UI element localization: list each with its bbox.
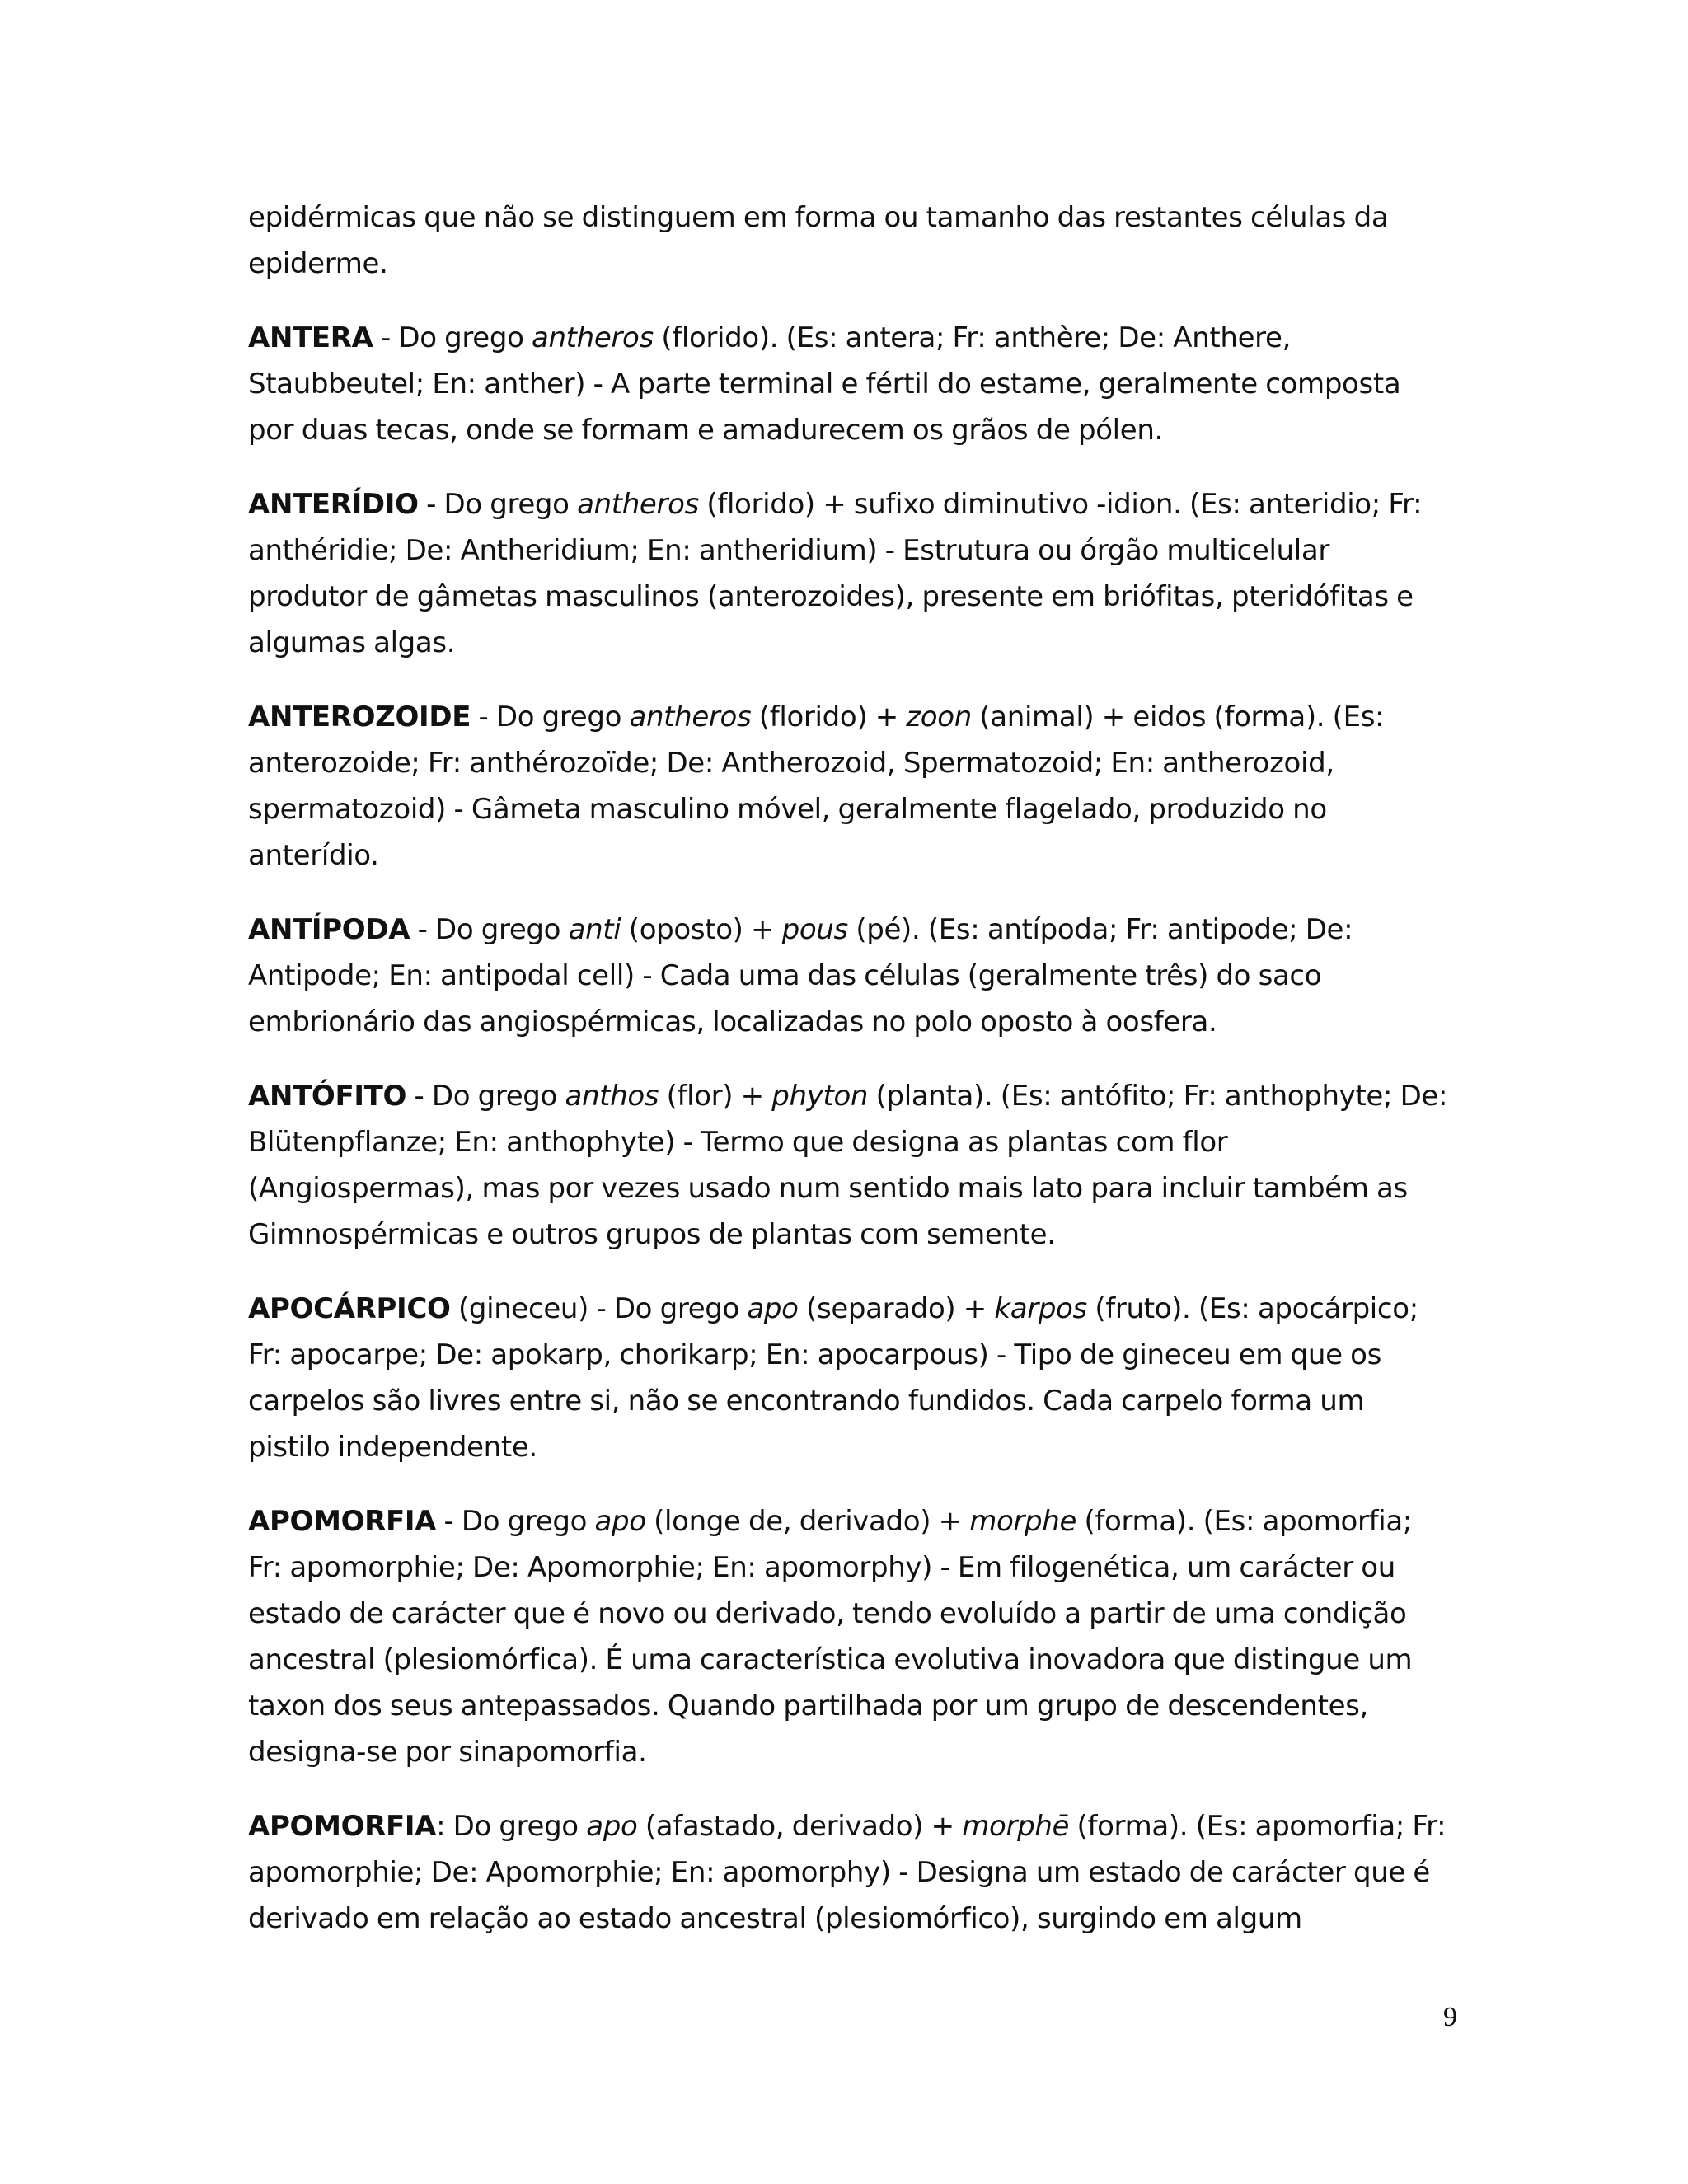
etymology-word: pous <box>781 913 848 946</box>
entry-text: (gineceu) - Do grego <box>450 1292 748 1325</box>
etymology-word: antheros <box>577 488 699 521</box>
entry-text: - Do grego <box>373 321 532 354</box>
etymology-word: antheros <box>629 701 752 733</box>
entry-text: (florido). (Es: antera; Fr: anthère; De: Anthere, Staubbeutel; En: anther) - A parte terminal e fértil do estame, geralmente composta por duas tecas, onde se formam e amadurecem os grãos de pólen. <box>248 321 1401 447</box>
entry-term: APOCÁRPICO <box>248 1292 451 1325</box>
glossary-entry <box>248 481 1451 666</box>
entry-term: ANTERA <box>248 321 373 354</box>
glossary-entry <box>248 1286 1451 1470</box>
entry-text: (pé). (Es: antípoda; Fr: antipode; De: Antipode; En: antipodal cell) - Cada uma das células (geralmente três) do saco embrionário das angiospérmicas, localizadas no polo oposto à oosfera. <box>248 913 1353 1038</box>
etymology-word: morphē <box>962 1810 1070 1843</box>
continuation-paragraph: epidérmicas que não se distinguem em forma ou tamanho das restantes células da epiderme. <box>248 201 1389 280</box>
entry-term: APOMORFIA <box>248 1505 437 1538</box>
entry-text: - Do grego <box>406 1080 565 1113</box>
entry-text: (forma). (Es: apomorfia; Fr: apomorphie; De: Apomorphie; En: apomorphy) - Em filogenética, um carácter ou estado de carácter que é novo ou derivado, tendo evoluído a partir de uma condição ancestral (plesiomórfica). É uma característica evolutiva inovadora que distingue um taxon dos seus antepassados. Quando partilhada por um grupo de descendentes, designa-se por sinapomorfia. <box>248 1505 1413 1769</box>
etymology-word: morphe <box>969 1505 1077 1538</box>
entry-text: (afastado, derivado) + <box>637 1810 963 1843</box>
etymology-word: apo <box>594 1505 646 1538</box>
glossary-entry <box>248 694 1451 879</box>
etymology-word: zoon <box>906 701 972 733</box>
etymology-word: apo <box>747 1292 799 1325</box>
entry-text: (separado) + <box>798 1292 995 1325</box>
entry-text: (animal) + eidos (forma). (Es: anterozoide; Fr: anthérozoïde; De: Antherozoid, Spermatozoid; En: antherozoid, spermatozoid) - Gâmeta masculino móvel, geralmente flagelado, produzido no anterídio. <box>248 701 1385 872</box>
glossary-entry <box>248 1498 1451 1775</box>
glossary-body <box>248 194 1451 1970</box>
entry-text: - Do grego <box>436 1505 595 1538</box>
etymology-word: antheros <box>532 321 654 354</box>
etymology-word: phyton <box>771 1080 869 1113</box>
entry-text: (florido) + <box>751 701 907 733</box>
entry-term: ANTERÍDIO <box>248 488 419 521</box>
page-number: 9 <box>1443 2002 1457 2032</box>
glossary-entry <box>248 315 1451 453</box>
entry-text: - Do grego <box>418 488 578 521</box>
entry-text: - Do grego <box>471 701 630 733</box>
entry-text: : Do grego <box>436 1810 587 1843</box>
glossary-entry <box>248 1073 1451 1258</box>
entry-text: (oposto) + <box>621 913 782 946</box>
entry-term: APOMORFIA <box>248 1810 437 1843</box>
entry-text: (forma). (Es: apomorfia; Fr: apomorphie; De: Apomorphie; En: apomorphy) - Designa um estado de carácter que é derivado em relação ao estado ancestral (plesiomórfico), surgindo em algum <box>248 1810 1447 1935</box>
glossary-entry <box>248 1803 1451 1942</box>
entry-text: (longe de, derivado) + <box>645 1505 970 1538</box>
entry-text: - Do grego <box>410 913 569 946</box>
entry-text: (fruto). (Es: apocárpico; Fr: apocarpe; De: apokarp, chorikarp; En: apocarpous) - Tipo de gineceu em que os carpelos são livres entre si, não se encontrando fundidos. Cada carpelo forma um pistilo independente. <box>248 1292 1418 1464</box>
entry-term: ANTÓFITO <box>248 1080 407 1113</box>
glossary-entry <box>248 907 1451 1045</box>
entry-text: (planta). (Es: antófito; Fr: anthophyte; De: Blütenpflanze; En: anthophyte) - Termo que designa as plantas com flor (Angiospermas), mas por vezes usado num sentido mais lato para incluir também as Gimnospérmicas e outros grupos de plantas com semente. <box>248 1080 1448 1251</box>
entry-term: ANTEROZOIDE <box>248 701 471 733</box>
etymology-word: anti <box>568 913 621 946</box>
entry-text: (florido) + sufixo diminutivo -idion. (Es: anteridio; Fr: anthéridie; De: Antheridium; En: antheridium) - Estrutura ou órgão multicelular produtor de gâmetas masculinos (anterozoides), presente em briófitas, pteridófitas e algumas algas. <box>248 488 1423 659</box>
entry-text: (flor) + <box>659 1080 772 1113</box>
etymology-word: karpos <box>994 1292 1087 1325</box>
etymology-word: apo <box>586 1810 638 1843</box>
etymology-word: anthos <box>565 1080 659 1113</box>
entry-term: ANTÍPODA <box>248 913 410 946</box>
